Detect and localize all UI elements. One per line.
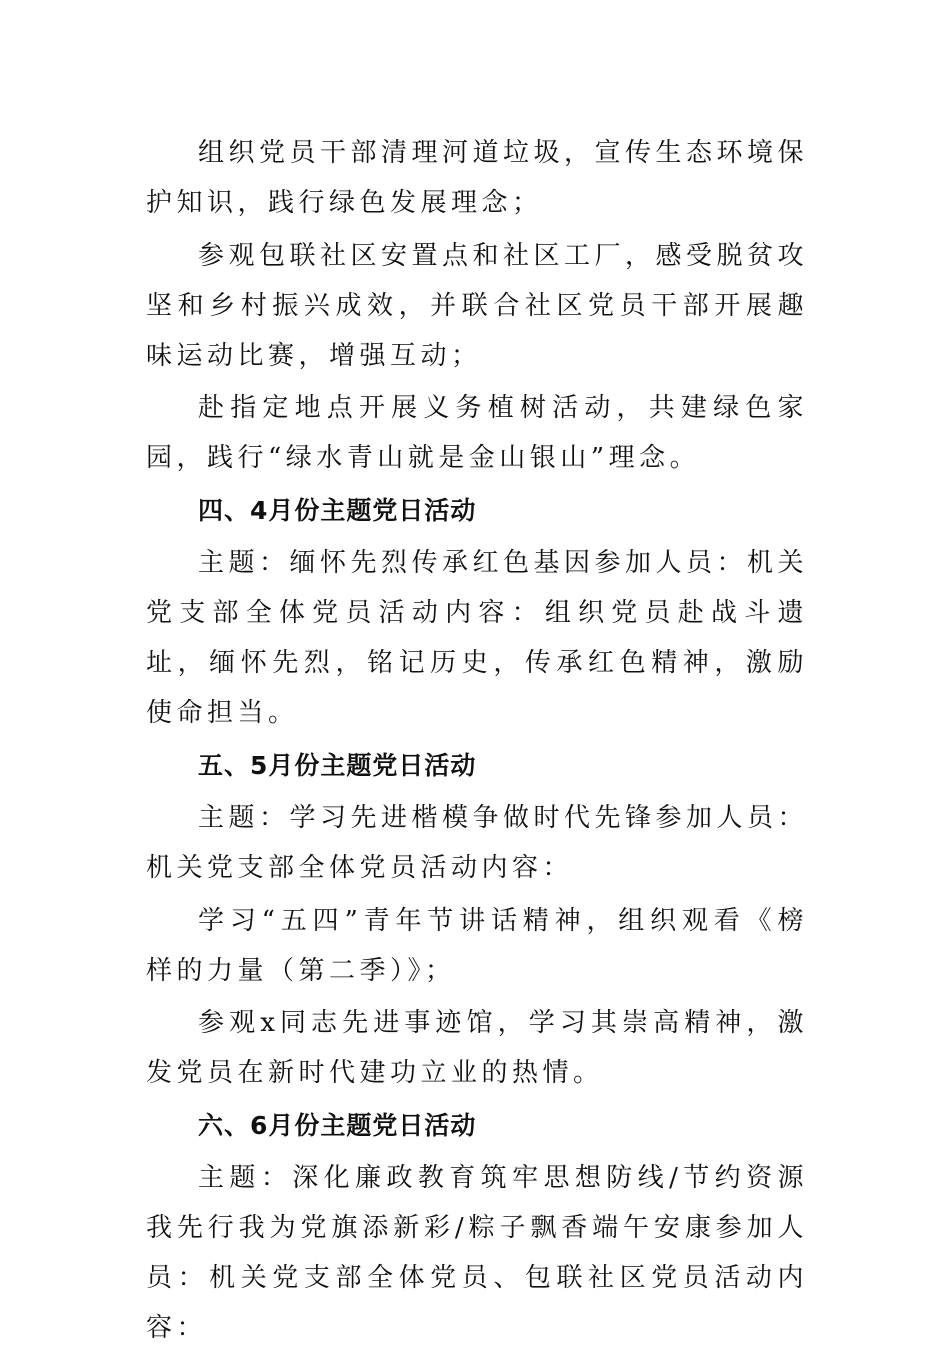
paragraph-river-cleanup: 组织党员干部清理河道垃圾，宣传生态环境保护知识，践行绿色发展理念；	[146, 138, 809, 218]
paragraph-may-theme: 主题：学习先进楷模争做时代先锋参加人员：机关党支部全体党员活动内容：	[146, 803, 809, 883]
paragraph-june-theme: 主题：深化廉政教育筑牢思想防线/节约资源我先行我为党旗添新彩/粽子飘香端午安康参加人员：机关党支部全体党员、包联社区党员活动内容：	[146, 1163, 808, 1343]
paragraph-exhibit-visit: 参观x同志先进事迹馆，学习其崇高精神，激发党员在新时代建功立业的热情。	[146, 1008, 808, 1088]
document-body	[146, 128, 808, 1356]
paragraph-community-visit: 参观包联社区安置点和社区工厂，感受脱贫攻坚和乡村振兴成效，并联合社区党员干部开展趣味运动比赛，增强互动；	[146, 240, 809, 371]
paragraph-april-theme: 主题：缅怀先烈传承红色基因参加人员：机关党支部全体党员活动内容：组织党员赴战斗遗址，缅怀先烈，铭记历史，传承红色精神，激励使命担当。	[146, 548, 809, 728]
section-heading-may: 五、5月份主题党日活动	[198, 750, 477, 780]
paragraph-youth-day-study: 学习“五四”青年节讲话精神，组织观看《榜样的力量（第二季）》；	[146, 905, 808, 986]
section-heading-april: 四、4月份主题党日活动	[198, 495, 477, 525]
paragraph-tree-planting: 赴指定地点开展义务植树活动，共建绿色家园，践行“绿水青山就是金山银山”理念。	[146, 393, 808, 473]
section-heading-june: 六、6月份主题党日活动	[198, 1110, 477, 1140]
